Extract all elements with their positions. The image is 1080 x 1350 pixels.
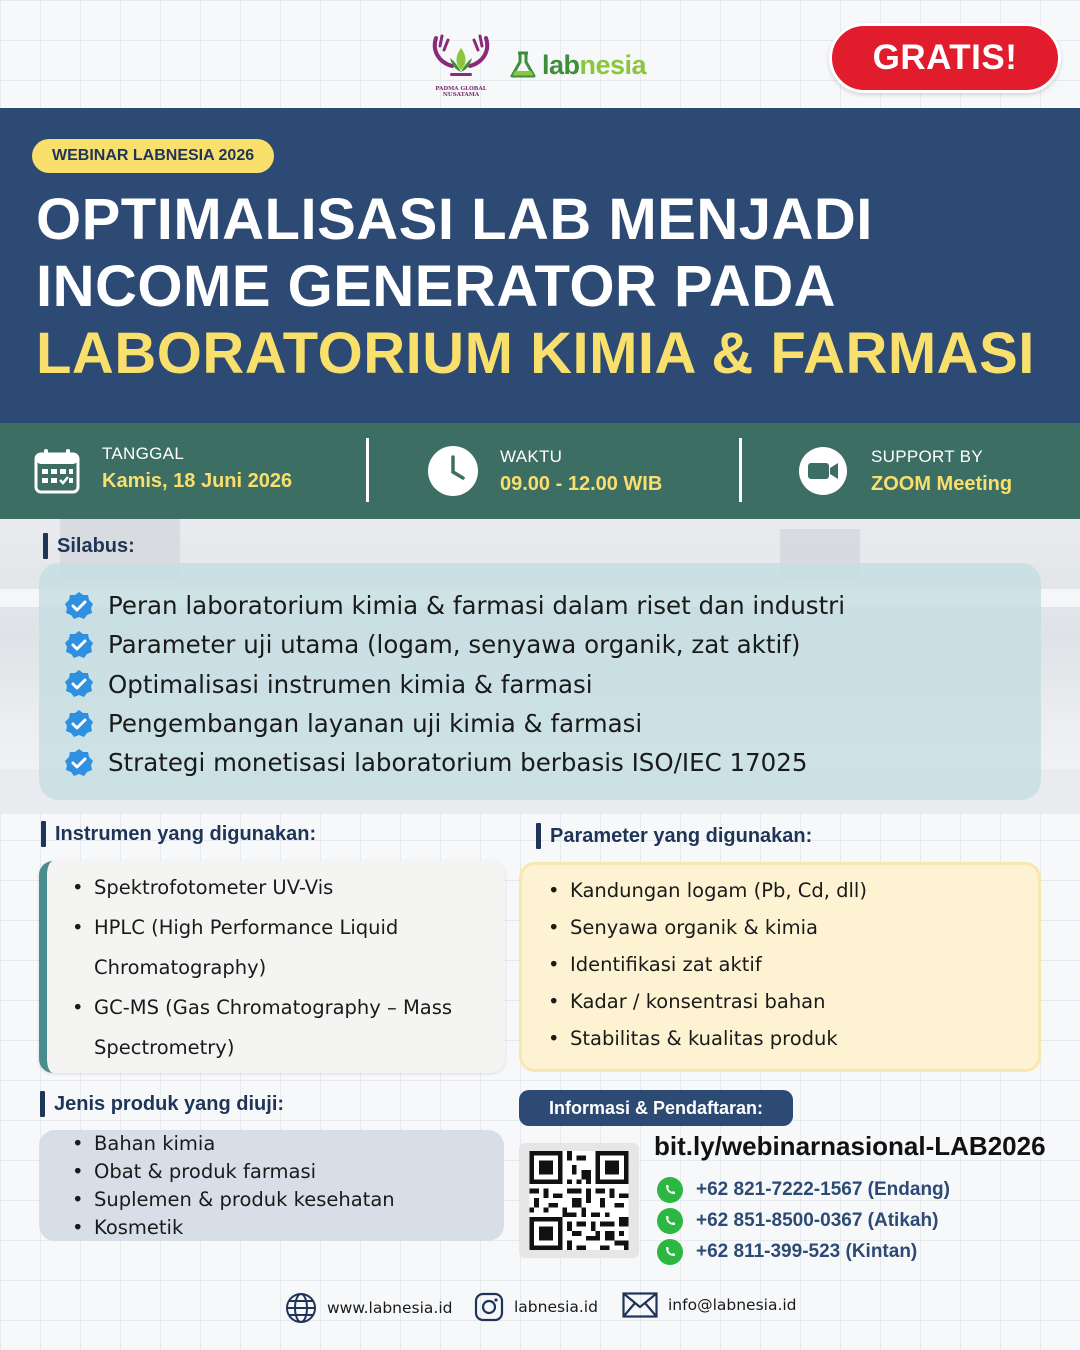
phone-number: +62 811-399-523 (Kintan) (696, 1241, 918, 1262)
parameter-heading: Parameter yang digunakan: (536, 823, 812, 849)
email-text: info@labnesia.id (668, 1296, 797, 1314)
silabus-item-text: Optimalisasi instrumen kimia & farmasi (108, 669, 593, 699)
parameter-list (548, 872, 867, 1057)
produk-item: • Bahan kimia (72, 1130, 395, 1158)
silabus-item-text: Parameter uji utama (logam, senyawa organik, zat aktif) (108, 630, 801, 660)
phone-contact[interactable] (656, 1238, 917, 1266)
support-value: ZOOM Meeting (871, 472, 1013, 495)
silabus-item (64, 665, 845, 704)
phone-contact[interactable] (656, 1207, 938, 1235)
logo-group (428, 32, 646, 98)
whatsapp-icon (656, 1207, 684, 1235)
silabus-list (64, 586, 845, 782)
silabus-item (64, 625, 845, 664)
calendar-icon (33, 447, 81, 495)
info-divider-2 (739, 438, 742, 502)
verified-check-icon (64, 669, 94, 699)
time-info (427, 423, 662, 519)
instagram-icon (474, 1292, 504, 1322)
padma-logo (428, 32, 494, 98)
title-line-1: OPTIMALISASI LAB MENJADI (36, 187, 873, 252)
silabus-item (64, 586, 845, 625)
silabus-item-text: Pengembangan layanan uji kimia & farmasi (108, 709, 643, 739)
event-tag: WEBINAR LABNESIA 2026 (32, 139, 274, 173)
time-value: 09.00 - 12.00 WIB (500, 472, 663, 495)
parameter-item: • Senyawa organik & kimia (548, 909, 867, 946)
time-label: WAKTU (500, 446, 563, 466)
silabus-heading: Silabus: (43, 533, 135, 559)
support-label: SUPPORT BY (871, 446, 983, 466)
whatsapp-icon (656, 1238, 684, 1266)
instrumen-list (72, 868, 492, 1068)
silabus-item (64, 743, 845, 782)
produk-item: • Kosmetik (72, 1214, 395, 1242)
date-info (33, 423, 292, 519)
produk-list (72, 1130, 395, 1242)
registration-heading: Informasi & Pendaftaran: (519, 1090, 793, 1126)
verified-check-icon (64, 591, 94, 621)
globe-icon (285, 1292, 317, 1324)
phone-contact[interactable] (656, 1176, 950, 1204)
phone-number: +62 851-8500-0367 (Atikah) (696, 1210, 939, 1231)
whatsapp-icon (656, 1176, 684, 1204)
produk-item: • Obat & produk farmasi (72, 1158, 395, 1186)
registration-qr-code[interactable] (519, 1143, 639, 1258)
padma-logo-text: PADMA GLOBAL NUSATAMA (435, 86, 487, 98)
footer-email[interactable] (622, 1292, 797, 1318)
info-divider-1 (366, 438, 369, 502)
silabus-item (64, 704, 845, 743)
date-label: TANGGAL (102, 443, 185, 463)
instagram-text: labnesia.id (514, 1298, 598, 1316)
gratis-badge: GRATIS! (829, 23, 1061, 93)
title-line-2: INCOME GENERATOR PADA (36, 254, 836, 319)
footer-website[interactable] (285, 1292, 453, 1324)
silabus-item-text: Strategi monetisasi laboratorium berbasis ISO/IEC 17025 (108, 748, 808, 778)
labnesia-logo-nesia: nesia (579, 49, 647, 80)
silabus-item-text: Peran laboratorium kimia & farmasi dalam riset dan industri (108, 591, 846, 621)
instrumen-item: • Spektrofotometer UV-Vis (72, 868, 492, 908)
produk-heading: Jenis produk yang diuji: (40, 1091, 284, 1117)
clock-icon (427, 445, 479, 497)
labnesia-logo (508, 50, 646, 81)
date-value: Kamis, 18 Juni 2026 (102, 469, 293, 492)
instrumen-item: • GC-MS (Gas Chromatography – Mass Spectrometry) (72, 988, 492, 1068)
verified-check-icon (64, 630, 94, 660)
parameter-item: • Kandungan logam (Pb, Cd, dll) (548, 872, 867, 909)
verified-check-icon (64, 748, 94, 778)
phone-number: +62 821-7222-1567 (Endang) (696, 1179, 950, 1200)
footer-instagram[interactable] (474, 1292, 598, 1322)
mail-icon (622, 1292, 658, 1318)
parameter-item: • Stabilitas & kualitas produk (548, 1020, 867, 1057)
flask-icon (508, 50, 538, 80)
parameter-item: • Kadar / konsentrasi bahan (548, 983, 867, 1020)
zoom-camera-icon (798, 446, 848, 496)
verified-check-icon (64, 709, 94, 739)
registration-link[interactable]: bit.ly/webinarnasional-LAB2026 (654, 1131, 1046, 1161)
support-info (798, 423, 1012, 519)
instrumen-item: • HPLC (High Performance Liquid Chromatography) (72, 908, 492, 988)
labnesia-logo-lab: lab (542, 49, 580, 80)
website-text: www.labnesia.id (327, 1299, 453, 1317)
produk-item: • Suplemen & produk kesehatan (72, 1186, 395, 1214)
parameter-item: • Identifikasi zat aktif (548, 946, 867, 983)
title-line-3: LABORATORIUM KIMIA & FARMASI (36, 321, 1035, 386)
instrumen-heading: Instrumen yang digunakan: (41, 821, 316, 847)
